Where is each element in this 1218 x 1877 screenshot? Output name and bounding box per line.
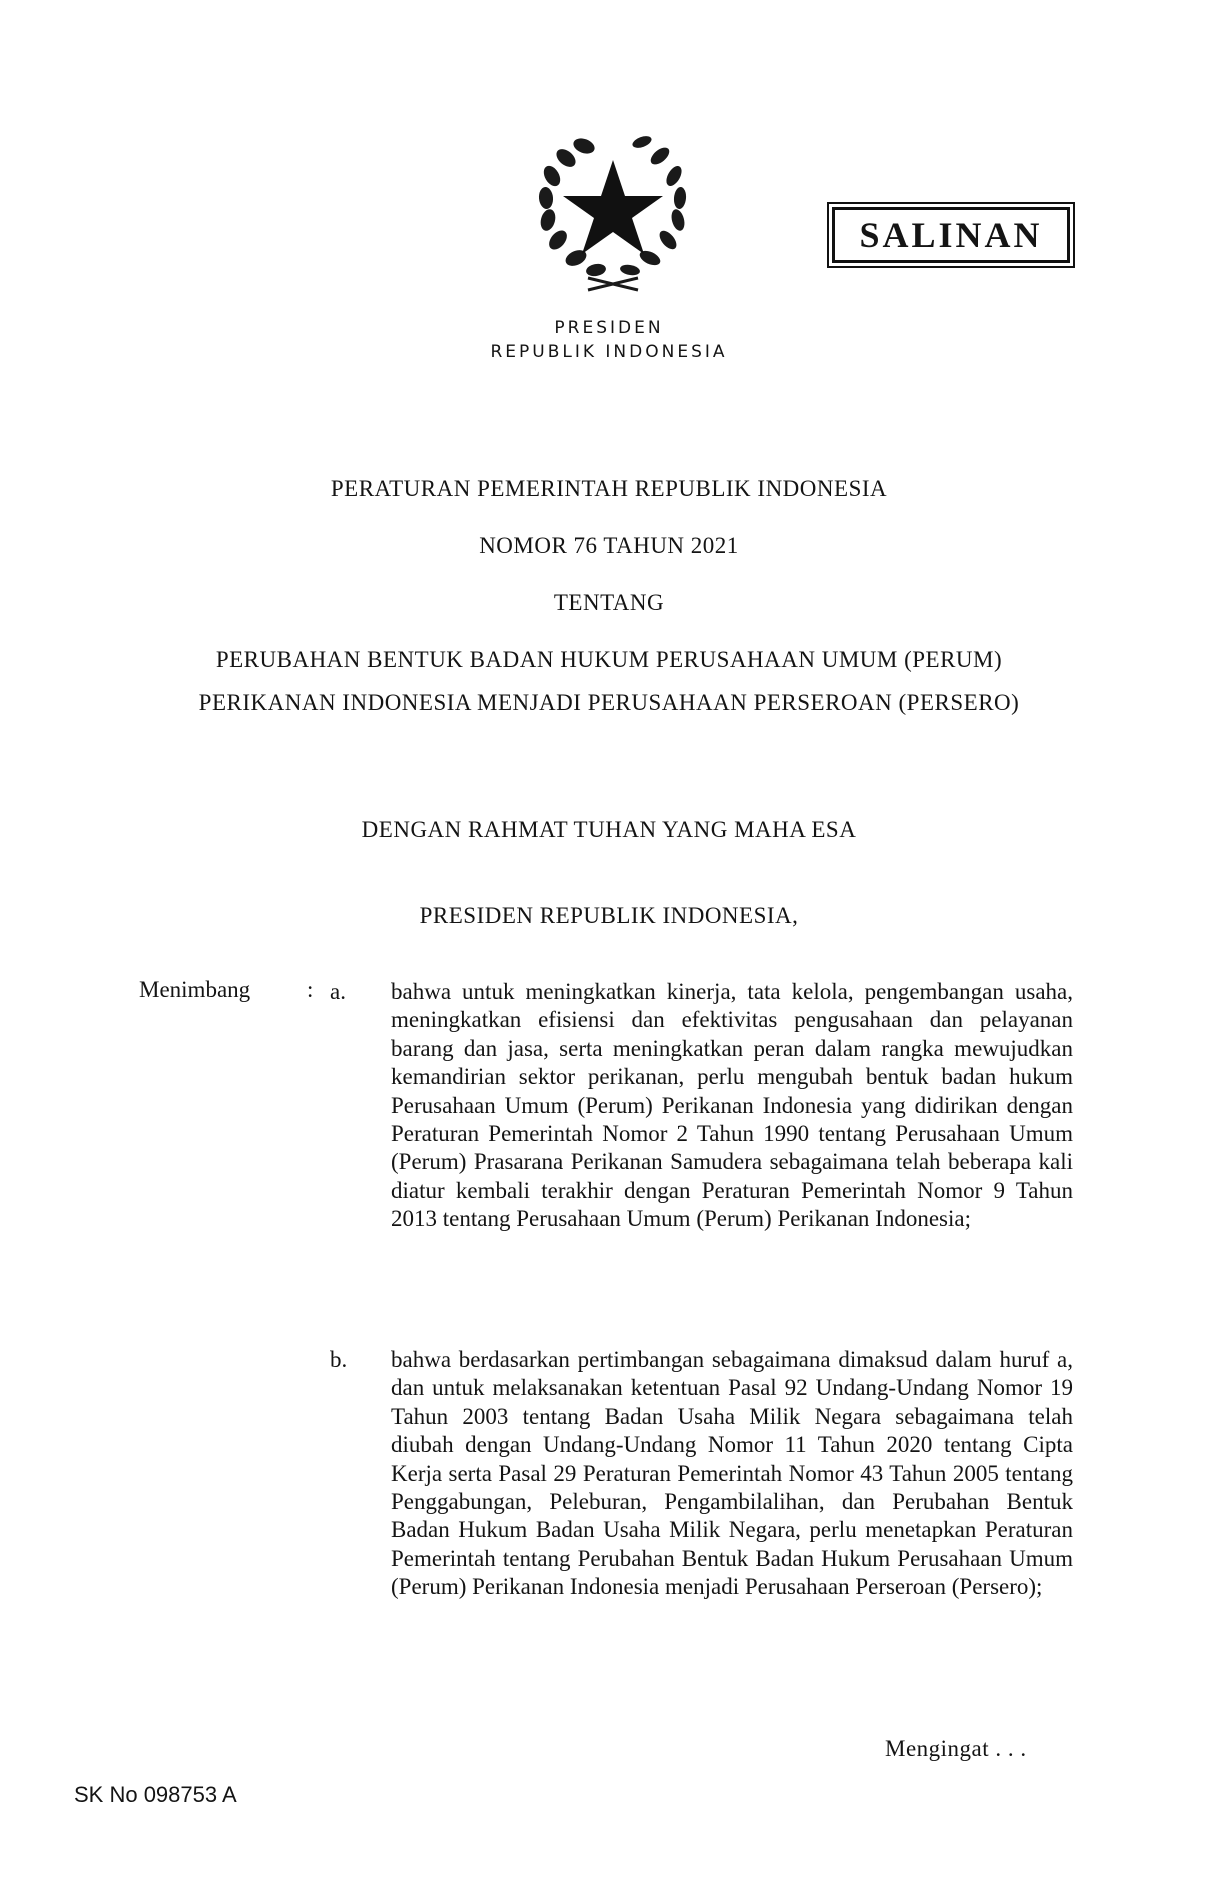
item-b-text: bahwa berdasarkan pertimbangan sebagaimana dimaksud dalam huruf a, dan untuk melaksanakan ketentuan Pasal 92 Undang-Undang Nomor 19 Tahun 2003 tentang Badan Usaha Milik Negara sebagaimana telah diubah dengan Undang-Undang Nomor 11 Tahun 2020 tentang Cipta Kerja serta Pasal 29 Peraturan Pemerintah Nomor 43 Tahun 2005 tentang Penggabungan, Peleburan, Pengambilalihan, dan Perubahan Bentuk Badan Hukum Badan Usaha Milik Negara, perlu menetapkan Peraturan Pemerintah tentang Perubahan Bentuk Badan Hukum Perusahaan Umum (Perum) Perikanan Indonesia menjadi Perusahaan Perseroan (Persero); — [391, 1347, 1073, 1600]
next-page-indicator: Mengingat . . . — [885, 1736, 1027, 1761]
item-a-text: bahwa untuk meningkatkan kinerja, tata kelola, pengembangan usaha, meningkatkan efisiensi dan efektivitas pengusahaan dan pelayanan barang dan jasa, serta meningkatkan peran dalam rangka mewujudkan kemandirian sektor perikanan, perlu mengubah bentuk badan hukum Perusahaan Umum (Perum) Perikanan Indonesia yang didirikan dengan Peraturan Pemerintah Nomor 2 Tahun 1990 tentang Perusahaan Umum (Perum) Prasarana Perikanan Samudera sebagaimana telah beberapa kali diatur kembali terakhir dengan Peraturan Pemerintah Nomor 9 Tahun 2013 tentang Perusahaan Umum (Perum) Perikanan Indonesia; — [391, 979, 1073, 1232]
title-line-2: NOMOR 76 TAHUN 2021 — [479, 533, 739, 558]
item-a-letter: a. — [330, 979, 346, 1004]
salinan-stamp — [832, 207, 1070, 263]
presiden-line: PRESIDEN REPUBLIK INDONESIA, — [419, 903, 799, 928]
title-line-4: PERUBAHAN BENTUK BADAN HUKUM PERUSAHAAN UMUM (PERUM) — [215, 647, 1003, 672]
salinan-text: SALINAN — [859, 215, 1043, 255]
garuda-star-emblem-icon — [528, 128, 698, 296]
item-b-letter: b. — [330, 1347, 348, 1372]
menimbang-colon: : — [307, 977, 314, 1002]
title-line-1: PERATURAN PEMERINTAH REPUBLIK INDONESIA — [330, 476, 888, 501]
title-line-3: TENTANG — [553, 590, 665, 615]
sk-number: SK No 098753 A — [74, 1782, 237, 1807]
emblem — [528, 128, 698, 296]
menimbang-label: Menimbang — [139, 977, 251, 1002]
rahmat-line: DENGAN RAHMAT TUHAN YANG MAHA ESA — [361, 817, 857, 842]
presiden-label: PRESIDEN — [554, 318, 664, 338]
title-line-5: PERIKANAN INDONESIA MENJADI PERUSAHAAN PERSEROAN (PERSERO) — [198, 690, 1020, 715]
republik-label: REPUBLIK INDONESIA — [490, 342, 728, 362]
